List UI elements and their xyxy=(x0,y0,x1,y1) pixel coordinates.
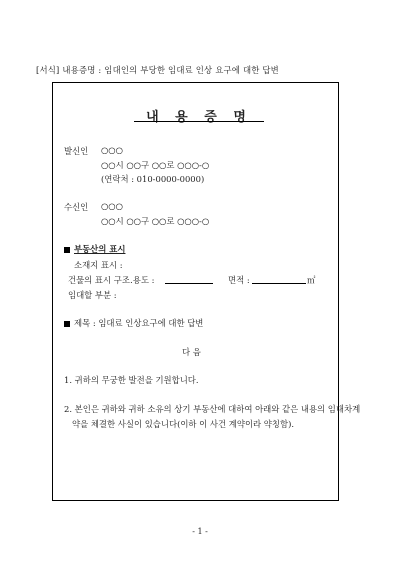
property-building: 건물의 표시 구조․용도 : xyxy=(68,275,155,285)
property-lease-part: 임대할 부분 : xyxy=(68,290,117,300)
sender-address: ○○시 ○○구 ○○로 ○○○-○ xyxy=(101,160,210,170)
property-location: 소재지 표시 : xyxy=(74,260,123,270)
subject-row xyxy=(64,317,203,329)
item-1: 1. 귀하의 무궁한 발전을 기원합니다. xyxy=(64,375,199,385)
recipient-address: ○○시 ○○구 ○○로 ○○○-○ xyxy=(101,216,210,226)
da-eum-heading: 다 음 xyxy=(182,347,201,357)
document-title: 내 용 증 명 xyxy=(146,110,252,125)
property-heading: 부동산의 표시 xyxy=(74,244,126,254)
area-label: 면적 : xyxy=(228,275,250,285)
square-bullet-icon xyxy=(64,321,70,327)
area-unit: ㎡ xyxy=(307,275,316,285)
subject-text: 제목 : 임대료 인상요구에 대한 답변 xyxy=(74,318,204,328)
item-2-line-1: 2. 본인은 귀하와 귀하 소유의 상기 부동산에 대하여 아래와 같은 내용의 임대차계 xyxy=(64,404,361,414)
property-heading-row xyxy=(64,243,125,255)
item-2-line-2: 약을 체결한 사실이 있습니다(이하 이 사건 계약이라 약칭함). xyxy=(72,419,294,429)
recipient-name: ○○○ xyxy=(101,201,123,211)
sender-label: 발신인 xyxy=(64,146,89,156)
sender-name: ○○○ xyxy=(101,145,123,155)
area-blank-line xyxy=(252,275,306,284)
header-caption: [서식] 내용증명 : 임대인의 부당한 임대료 인상 요구에 대한 답변 xyxy=(36,65,279,75)
square-bullet-icon xyxy=(64,247,70,253)
sender-contact: (연락처 : 010-0000-0000) xyxy=(101,174,205,184)
title-underline xyxy=(134,121,264,122)
page-number: - 1 - xyxy=(192,527,208,536)
recipient-label: 수신인 xyxy=(64,202,89,212)
building-blank-line xyxy=(165,275,213,284)
